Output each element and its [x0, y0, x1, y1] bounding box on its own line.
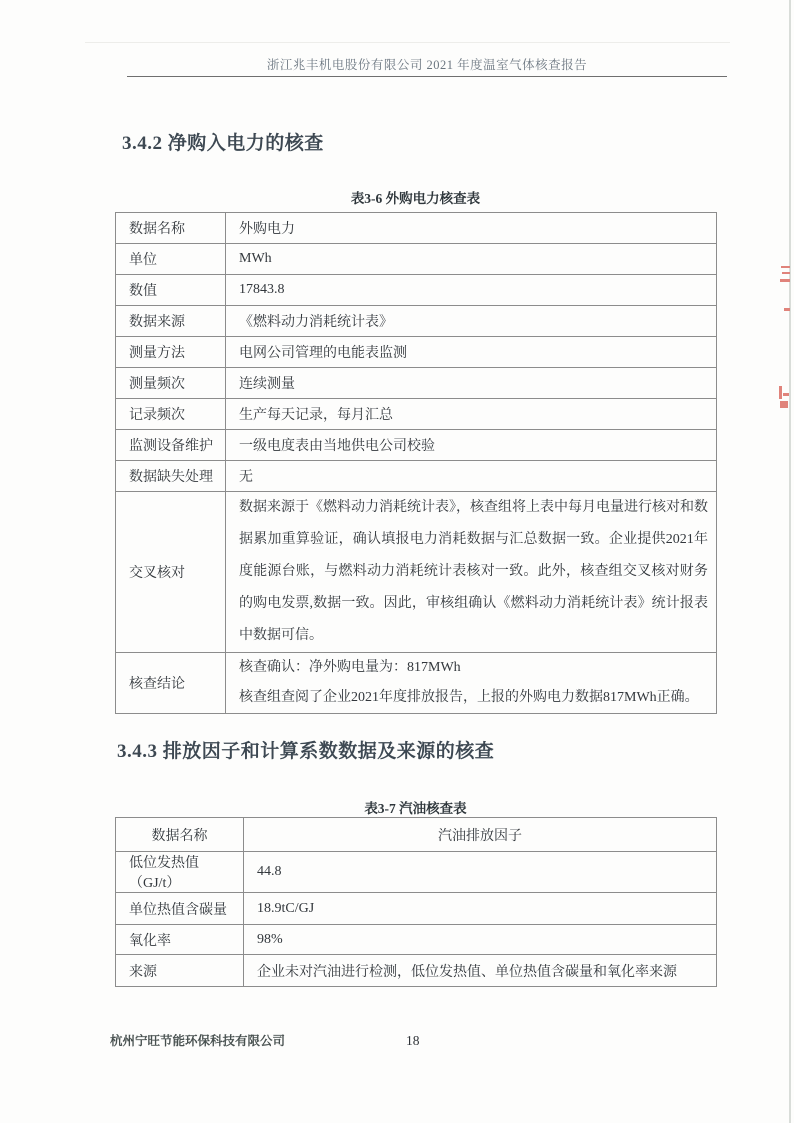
row-value: 生产每天记录，每月汇总 [226, 399, 717, 430]
row-label: 测量频次 [116, 368, 226, 399]
header-label: 数据名称 [116, 818, 244, 852]
table-row [116, 955, 717, 987]
scan-artifact-red-mark [782, 272, 790, 274]
header-divider [127, 76, 727, 77]
row-label: 测量方法 [116, 337, 226, 368]
table-row [116, 368, 717, 399]
row-value: 数据来源于《燃料动力消耗统计表》，核查组将上表中每月电量进行核对和数据累加重算验证，确认填报电力消耗数据与汇总数据一致。企业提供2021年度能源台账，与燃料动力消耗统计表核对一致。此外，核查组交叉核对财务的购电发票,数据一致。因此，审核组确认《燃料动力消耗统计表》统计报表中数据可信。 [226, 492, 717, 653]
row-label: 数值 [116, 275, 226, 306]
row-value: 18.9tC/GJ [244, 893, 717, 925]
table-row [116, 244, 717, 275]
table-row-cross-check [116, 492, 717, 653]
table-row-conclusion [116, 653, 717, 714]
page-header-title: 浙江兆丰机电股份有限公司 2021 年度温室气体核查报告 [266, 58, 588, 72]
row-value: 企业未对汽油进行检测，低位发热值、单位热值含碳量和氧化率来源 [244, 955, 717, 987]
row-label: 监测设备维护 [116, 430, 226, 461]
table-row [116, 213, 717, 244]
row-value: 一级电度表由当地供电公司校验 [226, 430, 717, 461]
row-label: 核查结论 [116, 653, 226, 714]
table-3-7-gasoline [115, 817, 717, 987]
row-value: 连续测量 [226, 368, 717, 399]
row-label: 数据来源 [116, 306, 226, 337]
scan-artifact-red-mark [781, 266, 790, 268]
row-value: 17843.8 [226, 275, 717, 306]
table-header-row [116, 818, 717, 852]
table-row [116, 275, 717, 306]
table-row [116, 430, 717, 461]
row-label: 来源 [116, 955, 244, 987]
table-3-6-caption: 表3-6 外购电力核查表 [350, 191, 481, 206]
footer-company-name: 杭州宁旺节能环保科技有限公司 [110, 1034, 286, 1048]
row-label: 数据名称 [116, 213, 226, 244]
row-value: 《燃料动力消耗统计表》 [226, 306, 717, 337]
scan-artifact-line [85, 42, 730, 43]
row-value [226, 653, 717, 714]
row-value: 电网公司管理的电能表监测 [226, 337, 717, 368]
row-label: 交叉核对 [116, 492, 226, 653]
row-value: 98% [244, 925, 717, 955]
header-value: 汽油排放因子 [244, 818, 717, 852]
table-3-7-caption: 表3-7 汽油核查表 [364, 801, 467, 816]
row-label: 单位热值含碳量 [116, 893, 244, 925]
scan-artifact-red-mark [779, 386, 782, 399]
scan-artifact-red-mark [783, 393, 789, 396]
row-value: MWh [226, 244, 717, 275]
conclusion-line-2: 核查组查阅了企业2021年度排放报告，上报的外购电力数据817MWh正确。 [239, 690, 699, 705]
scan-artifact-red-mark [784, 308, 790, 311]
row-label: 单位 [116, 244, 226, 275]
conclusion-line-1: 核查确认：净外购电量为：817MWh [239, 660, 461, 675]
row-label: 低位发热值（GJ/t） [116, 852, 244, 893]
table-row [116, 461, 717, 492]
table-row [116, 337, 717, 368]
row-value: 44.8 [244, 852, 717, 893]
table-row [116, 399, 717, 430]
section-heading-342: 3.4.2 净购入电力的核查 [122, 133, 324, 154]
row-label: 记录频次 [116, 399, 226, 430]
row-label: 氧化率 [116, 925, 244, 955]
scan-edge-line [789, 0, 791, 1123]
row-value: 无 [226, 461, 717, 492]
page-number: 18 [406, 1033, 420, 1048]
row-value: 外购电力 [226, 213, 717, 244]
table-row [116, 306, 717, 337]
table-3-6-electricity [115, 212, 717, 714]
table-row [116, 925, 717, 955]
row-label: 数据缺失处理 [116, 461, 226, 492]
table-row [116, 893, 717, 925]
scan-artifact-red-mark [780, 279, 790, 282]
scan-artifact-red-mark [780, 401, 788, 408]
section-heading-343: 3.4.3 排放因子和计算系数数据及来源的核查 [117, 741, 495, 762]
table-row [116, 852, 717, 893]
